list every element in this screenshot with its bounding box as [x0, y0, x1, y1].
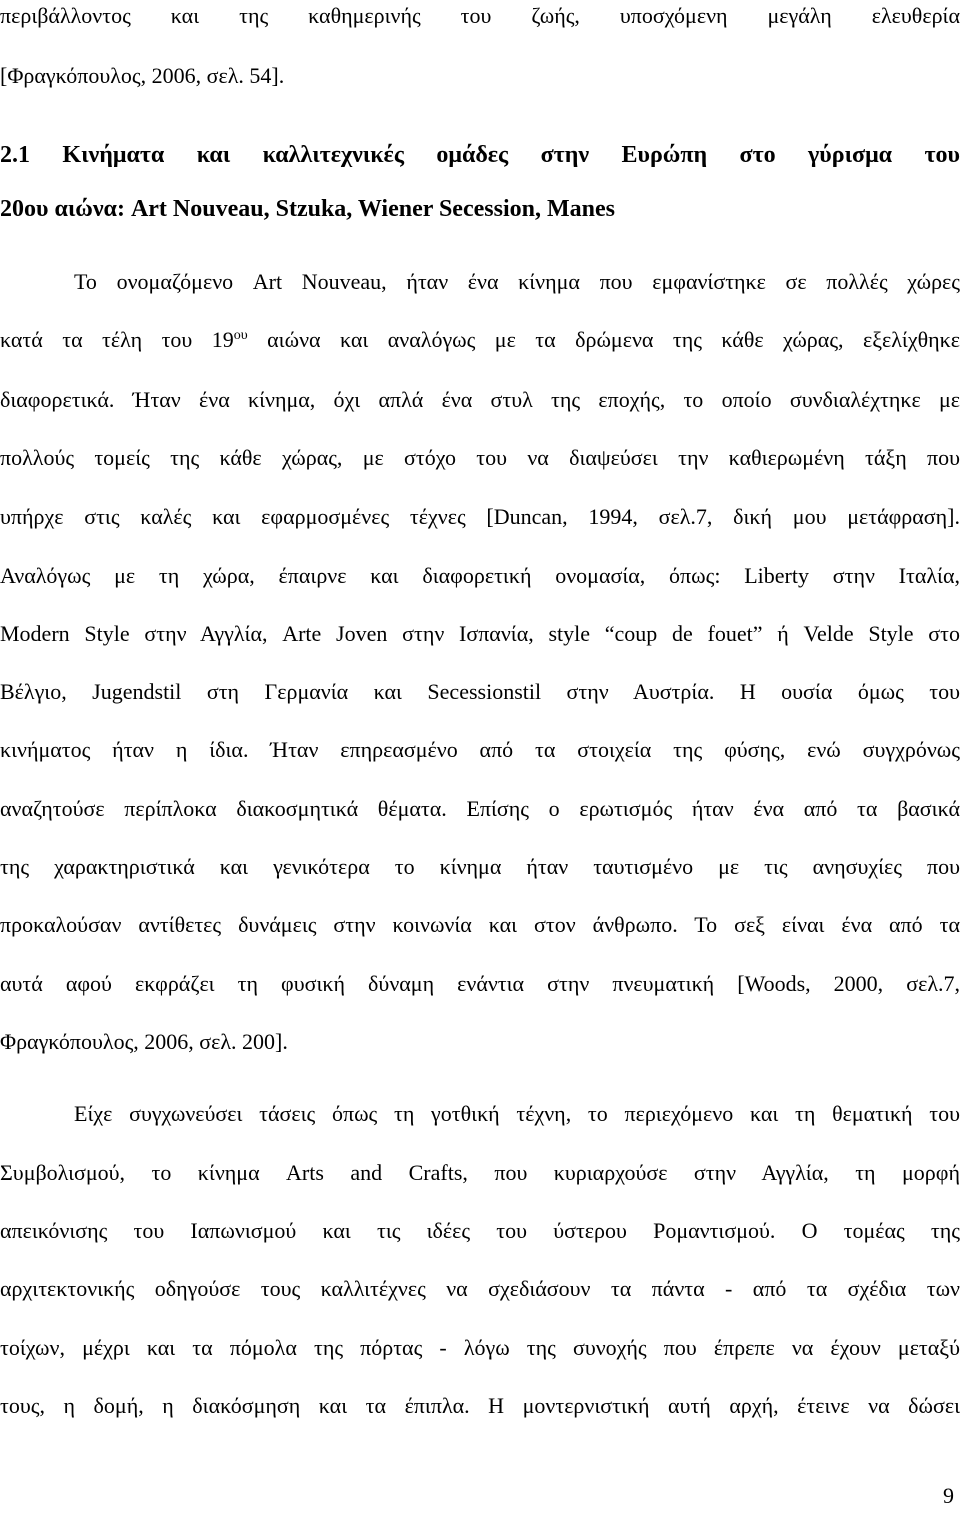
body-text-line: αρχιτεκτονικής οδηγούσε τους καλλιτέχνες να σχεδιάσουν τα πάντα - από τα σχέδια των: [0, 1276, 960, 1301]
body-text-line: προκαλούσαν αντίθετες δυνάμεις στην κοινωνία και στον άνθρωπο. Το σεξ είναι ένα από τα: [0, 912, 960, 937]
body-text-line: Βέλγιο, Jugendstil στη Γερμανία και Secessionstil στην Αυστρία. Η ουσία όμως του: [0, 679, 960, 704]
page-number: 9: [943, 1483, 954, 1508]
body-text-line: [Φραγκόπουλος, 2006, σελ. 54].: [0, 63, 285, 88]
body-text-line: τοίχων, μέχρι και τα πόμολα της πόρτας - λόγω της συνοχής που έπρεπε να έχουν μεταξύ: [0, 1335, 960, 1360]
body-text-line: αναζητούσε περίπλοκα διακοσμητικά θέματα. Επίσης ο ερωτισμός ήταν ένα από τα βασικά: [0, 796, 960, 821]
body-text-line: κινήματος ήταν η ίδια. Ήταν επηρεασμένο από τα στοιχεία της φύσης, ενώ συγχρόνως: [0, 737, 960, 762]
body-text-line: Συμβολισμού, το κίνημα Arts and Crafts, που κυριαρχούσε στην Αγγλία, τη μορφή: [0, 1160, 960, 1185]
body-text-line: Το ονομαζόμενο Art Nouveau, ήταν ένα κίνημα που εμφανίστηκε σε πολλές χώρες: [74, 269, 960, 294]
body-text-line: Φραγκόπουλος, 2006, σελ. 200].: [0, 1029, 288, 1054]
body-text-line: πολλούς τομείς της κάθε χώρας, με στόχο του να διαψεύσει την καθιερωμένη τάξη που: [0, 445, 960, 470]
body-text-line: αυτά αφού εκφράζει τη φυσική δύναμη ενάντια στην πνευματική [Woods, 2000, σελ.7,: [0, 971, 960, 996]
body-text-line: Modern Style στην Αγγλία, Arte Joven στην Ισπανία, style “coup de fouet” ή Velde Style στο: [0, 621, 960, 646]
superscript: ου: [233, 328, 248, 343]
body-text-line: υπήρχε στις καλές και εφαρμοσμένες τέχνες [Duncan, 1994, σελ.7, δική μου μετάφραση].: [0, 504, 960, 529]
section-heading: 2.1 Κινήματα και καλλιτεχνικές ομάδες στην Ευρώπη στο γύρισμα του: [0, 142, 960, 168]
body-text-line: απεικόνισης του Ιαπωνισμού και τις ιδέες του ύστερου Ρομαντισμού. Ο τομέας της: [0, 1218, 960, 1243]
body-text-line: [0, 325, 960, 355]
body-text-line: τους, η δομή, η διακόσμηση και τα έπιπλα. Η μοντερνιστική αυτή αρχή, έτεινε να δώσει: [0, 1393, 960, 1418]
body-text-line: διαφορετικά. Ήταν ένα κίνημα, όχι απλά ένα στυλ της εποχής, το οποίο συνδιαλέχτηκε με: [0, 387, 960, 412]
body-text-line: Αναλόγως με τη χώρα, έπαιρνε και διαφορετική ονομασία, όπως: Liberty στην Ιταλία,: [0, 563, 960, 588]
section-heading: 20ου αιώνα: Art Nouveau, Stzuka, Wiener Secession, Manes: [0, 196, 615, 222]
body-text-line: Είχε συγχωνεύσει τάσεις όπως τη γοτθική τέχνη, το περιεχόμενο και τη θεματική του: [74, 1101, 960, 1126]
body-text-fragment: αιώνα και αναλόγως με τα δρώμενα της κάθε χώρας, εξελίχθηκε: [247, 327, 960, 352]
body-text-line: της χαρακτηριστικά και γενικότερα το κίνημα ήταν ταυτισμένο με τις ανησυχίες που: [0, 854, 960, 879]
body-text-fragment: κατά τα τέλη του 19: [0, 327, 234, 352]
body-text-line: περιβάλλοντος και της καθημερινής του ζωής, υποσχόμενη μεγάλη ελευθερία: [0, 3, 960, 28]
